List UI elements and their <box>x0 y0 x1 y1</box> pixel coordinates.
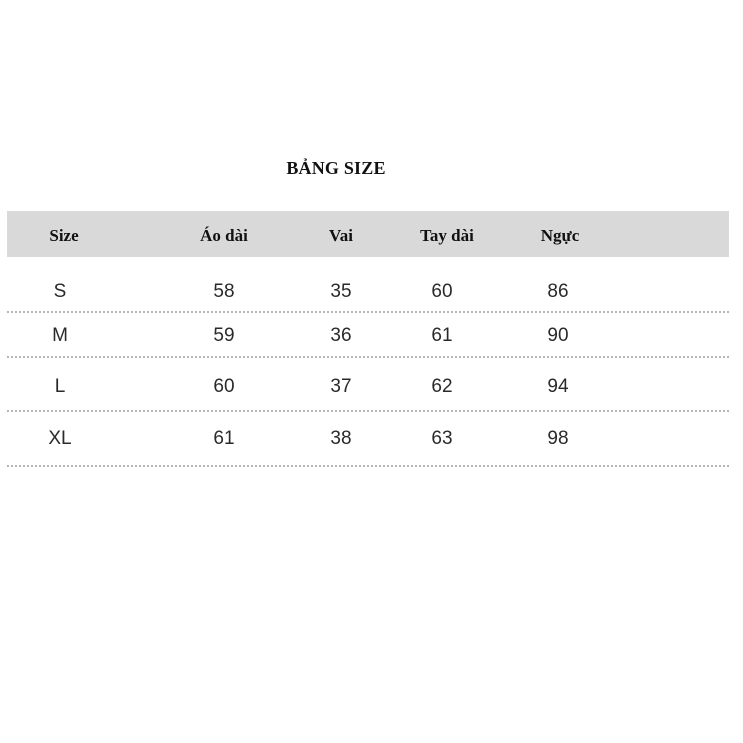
cell-nguc: 86 <box>547 281 569 302</box>
page-title: BẢNG SIZE <box>286 158 386 178</box>
cell-tay-dai: 63 <box>431 428 453 449</box>
cell-nguc: 94 <box>547 376 569 397</box>
table-row <box>7 376 729 412</box>
header-tay-dai: Tay dài <box>420 226 474 245</box>
header-nguc: Ngực <box>540 226 580 245</box>
cell-vai: 36 <box>330 325 352 346</box>
header-ao-dai: Áo dài <box>200 226 248 245</box>
table-row <box>7 325 729 358</box>
table-header <box>7 211 729 257</box>
cell-size: S <box>53 281 67 302</box>
cell-ao-dai: 58 <box>213 281 235 302</box>
cell-ao-dai: 60 <box>213 376 235 397</box>
cell-tay-dai: 61 <box>431 325 453 346</box>
header-size: Size <box>49 226 79 245</box>
table-row <box>7 281 729 313</box>
cell-vai: 37 <box>330 376 352 397</box>
cell-nguc: 90 <box>547 325 569 346</box>
cell-vai: 35 <box>330 281 352 302</box>
cell-size: XL <box>48 428 72 449</box>
cell-size: M <box>52 325 68 346</box>
cell-size: L <box>54 376 66 397</box>
cell-vai: 38 <box>330 428 352 449</box>
table-row <box>7 428 729 467</box>
cell-tay-dai: 60 <box>431 281 453 302</box>
cell-nguc: 98 <box>547 428 569 449</box>
cell-ao-dai: 61 <box>213 428 235 449</box>
header-vai: Vai <box>329 226 353 245</box>
cell-tay-dai: 62 <box>431 376 453 397</box>
cell-ao-dai: 59 <box>213 325 235 346</box>
